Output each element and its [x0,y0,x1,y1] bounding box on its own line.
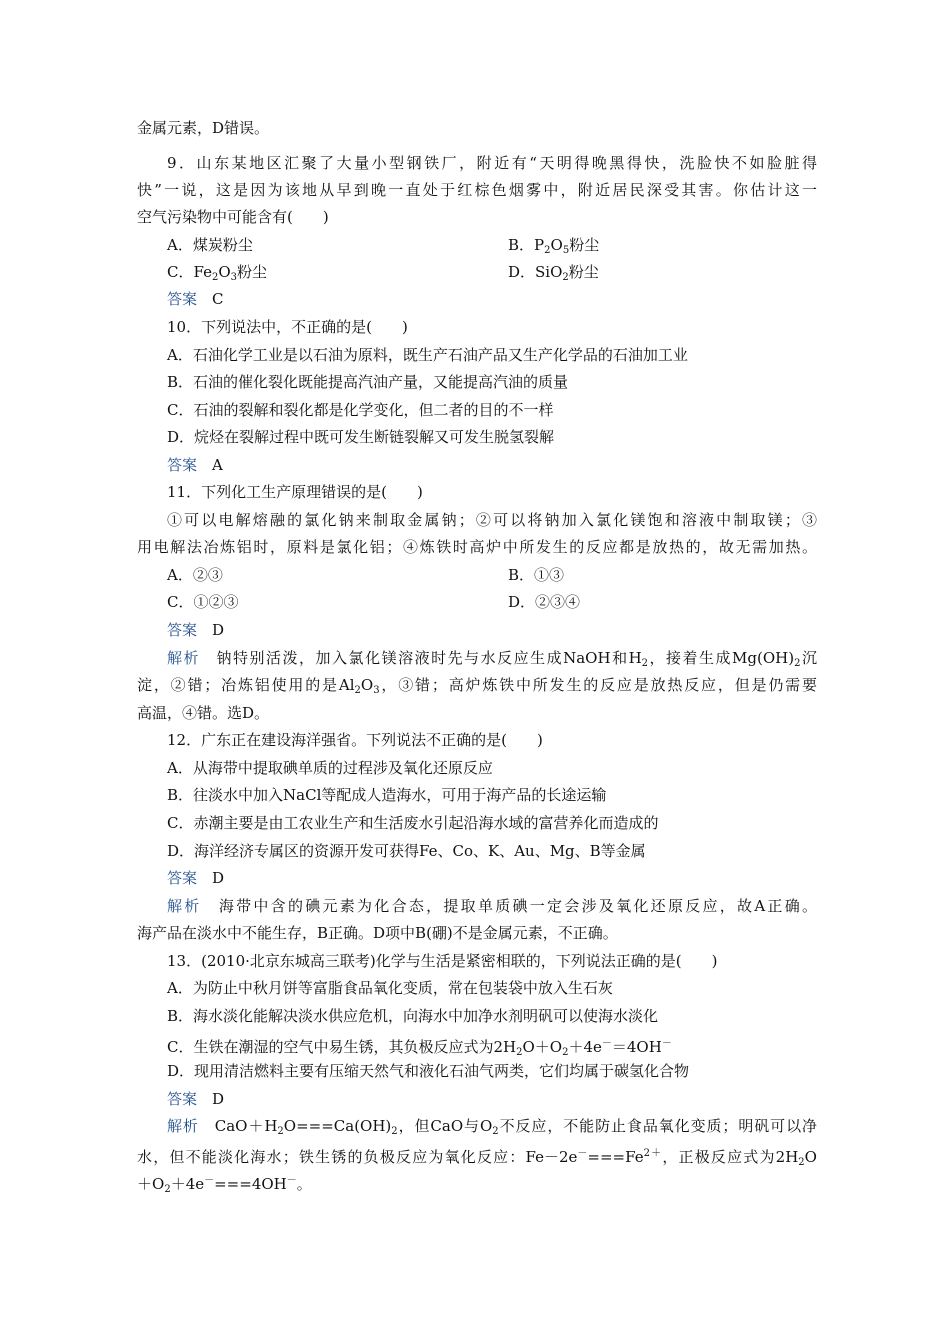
answer-9: 答案 C [167,290,224,308]
answer-13: 答案 D [167,1090,225,1108]
explanation-13: 水，但不能淡化海水；铁生锈的负极反应为氧化反应：$Fe-2e^-===Fe^{2+}$，正极反应式为$2H_2O$ [137,1148,817,1168]
option-c: C．生铁在潮湿的空气中易生锈，其负极反应式为$2H_2O+O_2+4e^-=4OH^-$ [167,1038,672,1058]
option-c: C．$Fe_2O_3$粉尘 [167,263,268,283]
answer-label: 答案 [167,290,198,308]
option-a: A．为防止中秋月饼等富脂食品氧化变质，常在包装袋中放入生石灰 [167,979,613,997]
answer-11: 答案 D [167,621,225,639]
explanation-13: $+O_2+4e^-===4OH^-$。 [137,1175,312,1195]
option-b: B．海水淡化能解决淡水供应危机，向海水中加净水剂明矾可以使海水淡化 [167,1007,659,1025]
question-9-text: 9．山东某地区汇聚了大量小型钢铁厂，附近有“天明得晚黑得快，洗脸快不如脸脏得 [167,154,817,172]
answer-label: 答案 [167,621,198,639]
question-11-text: 用电解法冶炼铝时，原料是氯化铝；④炼铁时高炉中所发生的反应都是放热的，故无需加热。 [137,538,817,556]
question-9-text: 快”一说，这是因为该地从早到晚一直处于红棕色烟雾中，附近居民深受其害。你估计这一 [137,181,817,199]
explanation-11: 高温，④错。选D。 [137,704,270,722]
option-a: A．石油化学工业是以石油为原料，既生产石油产品又生产化学品的石油加工业 [167,346,688,364]
answer-10: 答案 A [167,456,223,474]
option-d: D．烷烃在裂解过程中既可发生断链裂解又可发生脱氢裂解 [167,428,555,446]
answer-label: 答案 [167,869,198,887]
option-a: A．②③ [167,566,223,584]
option-c: C．①②③ [167,593,239,611]
option-b: B．①③ [508,566,565,584]
option-b: B．$P_2O_5$粉尘 [508,236,600,256]
explanation-label: 解析 [167,649,201,667]
option-c: C．石油的裂解和裂化都是化学变化，但二者的目的不一样 [167,401,554,419]
explanation-label: 解析 [167,897,202,915]
answer-label: 答案 [167,1090,198,1108]
answer-12: 答案 D [167,869,225,887]
question-10-text: 10．下列说法中，不正确的是( ) [167,318,408,336]
option-d: D．②③④ [508,593,581,611]
explanation-13: 解析 $CaO+H_2O===Ca(OH)_2$，但CaO与$O_2$不反应，不能防止食品氧化变质；明矾可以净 [167,1117,817,1137]
question-11-text: 11．下列化工生产原理错误的是( ) [167,483,423,501]
option-a: A．从海带中提取碘单质的过程涉及氧化还原反应 [167,759,493,777]
option-d: D．现用清洁燃料主要有压缩天然气和液化石油气两类，它们均属于碳氢化合物 [167,1062,690,1080]
option-b: B．往淡水中加入NaCl等配成人造海水，可用于海产品的长途运输 [167,786,607,804]
question-12-text: 12．广东正在建设海洋强省。下列说法不正确的是( ) [167,731,543,749]
option-a: A．煤炭粉尘 [167,236,253,254]
explanation-label: 解析 [167,1117,199,1135]
option-d: D．SiO$_2$粉尘 [508,263,599,283]
question-9-text: 空气污染物中可能含有( ) [137,208,329,226]
explanation-12: 解析 海带中含的碘元素为化合态，提取单质碘一定会涉及氧化还原反应，故A正确。 [167,897,817,915]
explanation-11: 解析 钠特别活泼，加入氯化镁溶液时先与水反应生成NaOH和$H_2$，接着生成$Mg(OH)_2$沉 [167,649,817,669]
explanation-11: 淀，②错；冶炼铝使用的是$Al_2O_3$，③错；高炉炼铁中所发生的反应是放热反应，但是仍需要 [137,676,817,696]
option-b: B．石油的催化裂化既能提高汽油产量，又能提高汽油的质量 [167,373,569,391]
question-13-text: 13．(2010·北京东城高三联考)化学与生活是紧密相联的，下列说法正确的是( ) [167,952,718,970]
explanation-12: 海产品在淡水中不能生存，B正确。D项中B(硼)不是金属元素，不正确。 [137,924,618,942]
answer-label: 答案 [167,456,198,474]
option-d: D．海洋经济专属区的资源开发可获得Fe、Co、K、Au、Mg、B等金属 [167,842,646,860]
question-11-text: ①可以电解熔融的氯化钠来制取金属钠；②可以将钠加入氯化镁饱和溶液中制取镁；③ [167,511,817,529]
option-c: C．赤潮主要是由工农业生产和生活废水引起沿海水域的富营养化而造成的 [167,814,659,832]
text-line: 金属元素，D错误。 [137,119,270,137]
